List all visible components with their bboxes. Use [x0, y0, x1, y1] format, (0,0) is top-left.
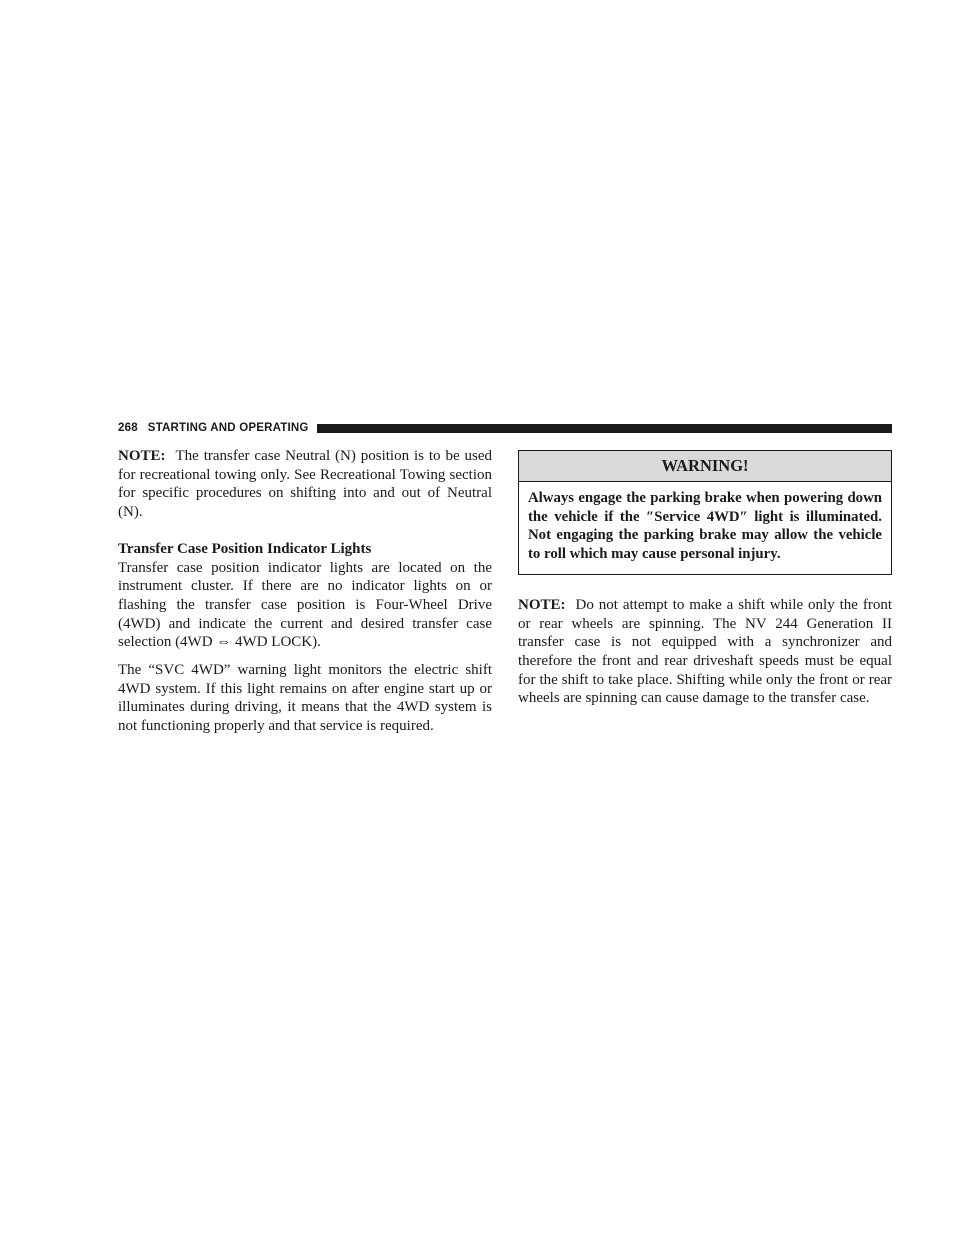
- note-label: NOTE:: [118, 448, 166, 464]
- right-column: [518, 447, 892, 717]
- indicator-lights-section: [118, 540, 492, 652]
- note-label: NOTE:: [518, 596, 566, 613]
- note-transfer-neutral: [118, 447, 492, 522]
- section-title: STARTING AND OPERATING: [147, 422, 309, 434]
- svc-4wd-paragraph: The “SVC 4WD” warning light monitors the electric shift 4WD system. If this light remains on after engine start up or illuminates during driving, it means that the 4WD system is not functioning properly and that service is required.: [118, 662, 492, 735]
- left-column: [118, 447, 492, 745]
- note-text: Do not attempt to make a shift while only the front or rear wheels are spinning. The NV 244 Generation II transfer case is not equipped with a synchronizer and therefore the front and rear driveshaft speeds must be equal for the shift to take place. Shifting while only the front or rear wheels are spinning can cause damage to the transfer case.: [518, 596, 892, 707]
- warning-text: Always engage the parking brake when powering down the vehicle if the ″Service 4WD″ light is illuminated. Not engaging the parking brake may allow the vehicle to roll which may cause personal injury.: [528, 490, 882, 563]
- warning-box: [518, 450, 892, 575]
- page-header: [118, 420, 892, 436]
- indicator-lights-text: Transfer case position indicator lights are located on the instrument cluster. If there are no indicator lights on or flashing the transfer case position is Four-Wheel Drive (4WD) and indicate the current and desired transfer case selection (4WD ⇔ 4WD LOCK).: [118, 559, 492, 651]
- header-rule: [317, 424, 892, 433]
- note-text: The transfer case Neutral (N) position is to be used for recreational towing only. See Recreational Towing section for specific procedures on shifting into and out of Neutral (N).: [118, 448, 492, 521]
- note-shift-wheels: [518, 596, 892, 708]
- page-number: 268: [118, 422, 138, 434]
- indicator-lights-heading: Transfer Case Position Indicator Lights: [118, 540, 372, 557]
- warning-title: WARNING!: [519, 451, 891, 482]
